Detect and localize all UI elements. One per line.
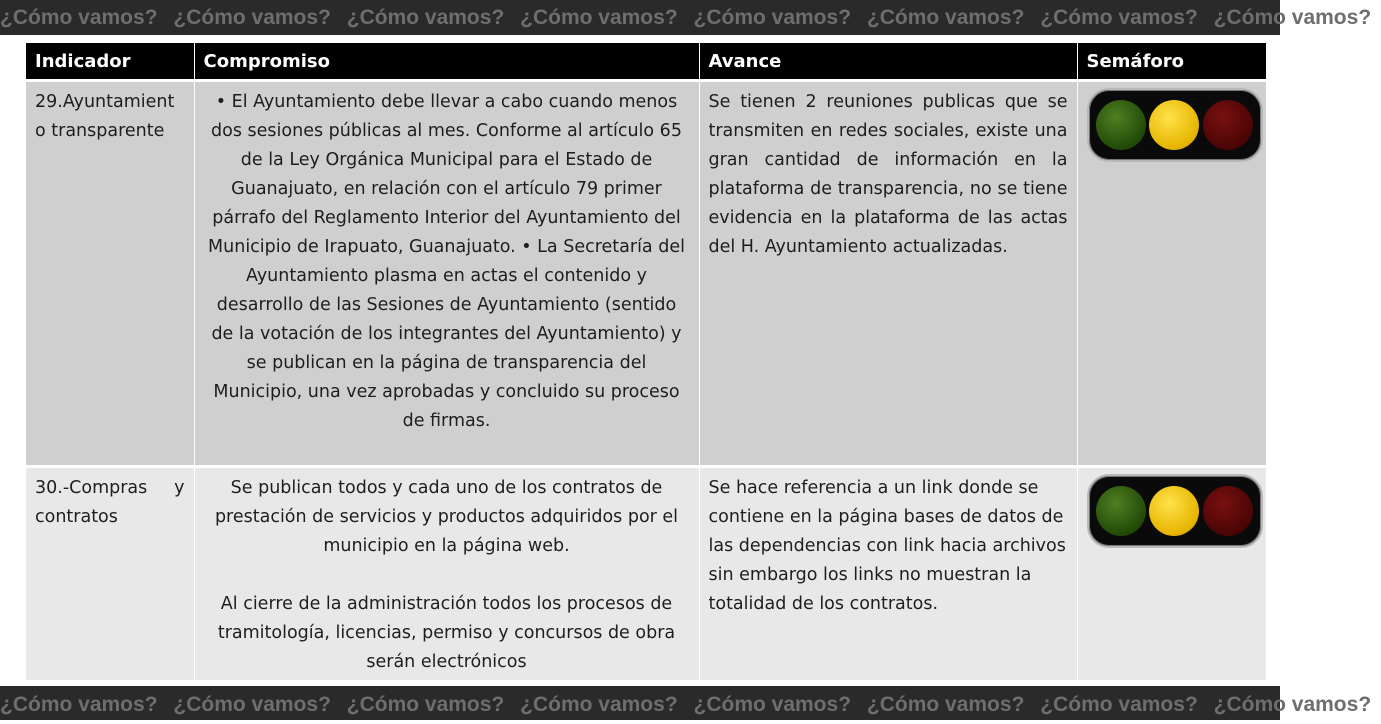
header-compromiso: Compromiso xyxy=(194,43,699,81)
yellow-light-icon xyxy=(1149,100,1199,150)
header-avance: Avance xyxy=(699,43,1077,81)
banner-text: ¿Cómo vamos? xyxy=(866,693,1025,716)
green-light-icon xyxy=(1096,100,1146,150)
green-light-icon xyxy=(1096,486,1146,536)
cell-avance: Se hace referencia a un link donde se contiene en la página bases de datos de las dependencias con link hacia archivos sin embargo los links no muestran la totalidad de los contratos. xyxy=(699,467,1077,681)
header-semaforo: Semáforo xyxy=(1077,43,1266,81)
banner-text: ¿Cómo vamos? xyxy=(693,693,852,716)
cell-indicador: 30.-Compras y contratos xyxy=(26,467,194,681)
header-indicador: Indicador xyxy=(26,43,194,81)
red-light-icon xyxy=(1203,100,1253,150)
banner-text: ¿Cómo vamos? xyxy=(693,6,852,29)
table-row xyxy=(26,467,1266,681)
banner-text: ¿Cómo vamos? xyxy=(346,693,505,716)
banner-text: ¿Cómo vamos? xyxy=(1213,693,1372,716)
top-banner xyxy=(0,0,1372,35)
bottom-banner xyxy=(0,686,1372,720)
banner-text: ¿Cómo vamos? xyxy=(0,693,158,716)
cell-indicador: 29.Ayuntamiento transparente xyxy=(26,81,194,467)
cell-semaforo xyxy=(1077,467,1266,681)
banner-text: ¿Cómo vamos? xyxy=(346,6,505,29)
red-light-icon xyxy=(1203,486,1253,536)
cell-avance: Se tienen 2 reuniones publicas que se transmiten en redes sociales, existe una gran cantidad de información en la plataforma de transparencia, no se tiene evidencia en la plataforma de las actas del H. Ayuntamiento actualizadas. xyxy=(699,81,1077,467)
compromiso-paragraph: Se publican todos y cada uno de los contratos de prestación de servicios y productos adquiridos por el municipio en la página web. xyxy=(214,478,679,556)
banner-text: ¿Cómo vamos? xyxy=(1040,693,1198,716)
table-row xyxy=(26,81,1266,467)
banner-text: ¿Cómo vamos? xyxy=(520,693,678,716)
traffic-light-icon xyxy=(1087,474,1263,548)
indicators-table xyxy=(26,43,1266,680)
banner-text: ¿Cómo vamos? xyxy=(520,6,678,29)
cell-semaforo xyxy=(1077,81,1266,467)
cell-compromiso xyxy=(194,467,699,681)
banner-text: ¿Cómo vamos? xyxy=(1040,6,1198,29)
banner-text: ¿Cómo vamos? xyxy=(866,6,1025,29)
traffic-light-icon xyxy=(1087,88,1263,162)
cell-compromiso: • El Ayuntamiento debe llevar a cabo cuando menos dos sesiones públicas al mes. Conforme al artículo 65 de la Ley Orgánica Municipal para el Estado de Guanajuato, en relación con el artículo 79 primer párrafo del Reglamento Interior del Ayuntamiento del Municipio de Irapuato, Guanajuato. • La Secretaría del Ayuntamiento plasma en actas el contenido y desarrollo de las Sesiones de Ayuntamiento (sentido de la votación de los integrantes del Ayuntamiento) y se publican en la página de transparencia del Municipio, una vez aprobadas y concluido su proceso de firmas. xyxy=(194,81,699,467)
yellow-light-icon xyxy=(1149,486,1199,536)
table-header-row xyxy=(26,43,1266,81)
compromiso-paragraph: Al cierre de la administración todos los procesos de tramitología, licencias, permiso y concursos de obra serán electrónicos xyxy=(217,594,676,672)
banner-text: ¿Cómo vamos? xyxy=(0,6,158,29)
banner-text: ¿Cómo vamos? xyxy=(173,6,331,29)
banner-text: ¿Cómo vamos? xyxy=(1213,6,1372,29)
banner-text: ¿Cómo vamos? xyxy=(173,693,331,716)
